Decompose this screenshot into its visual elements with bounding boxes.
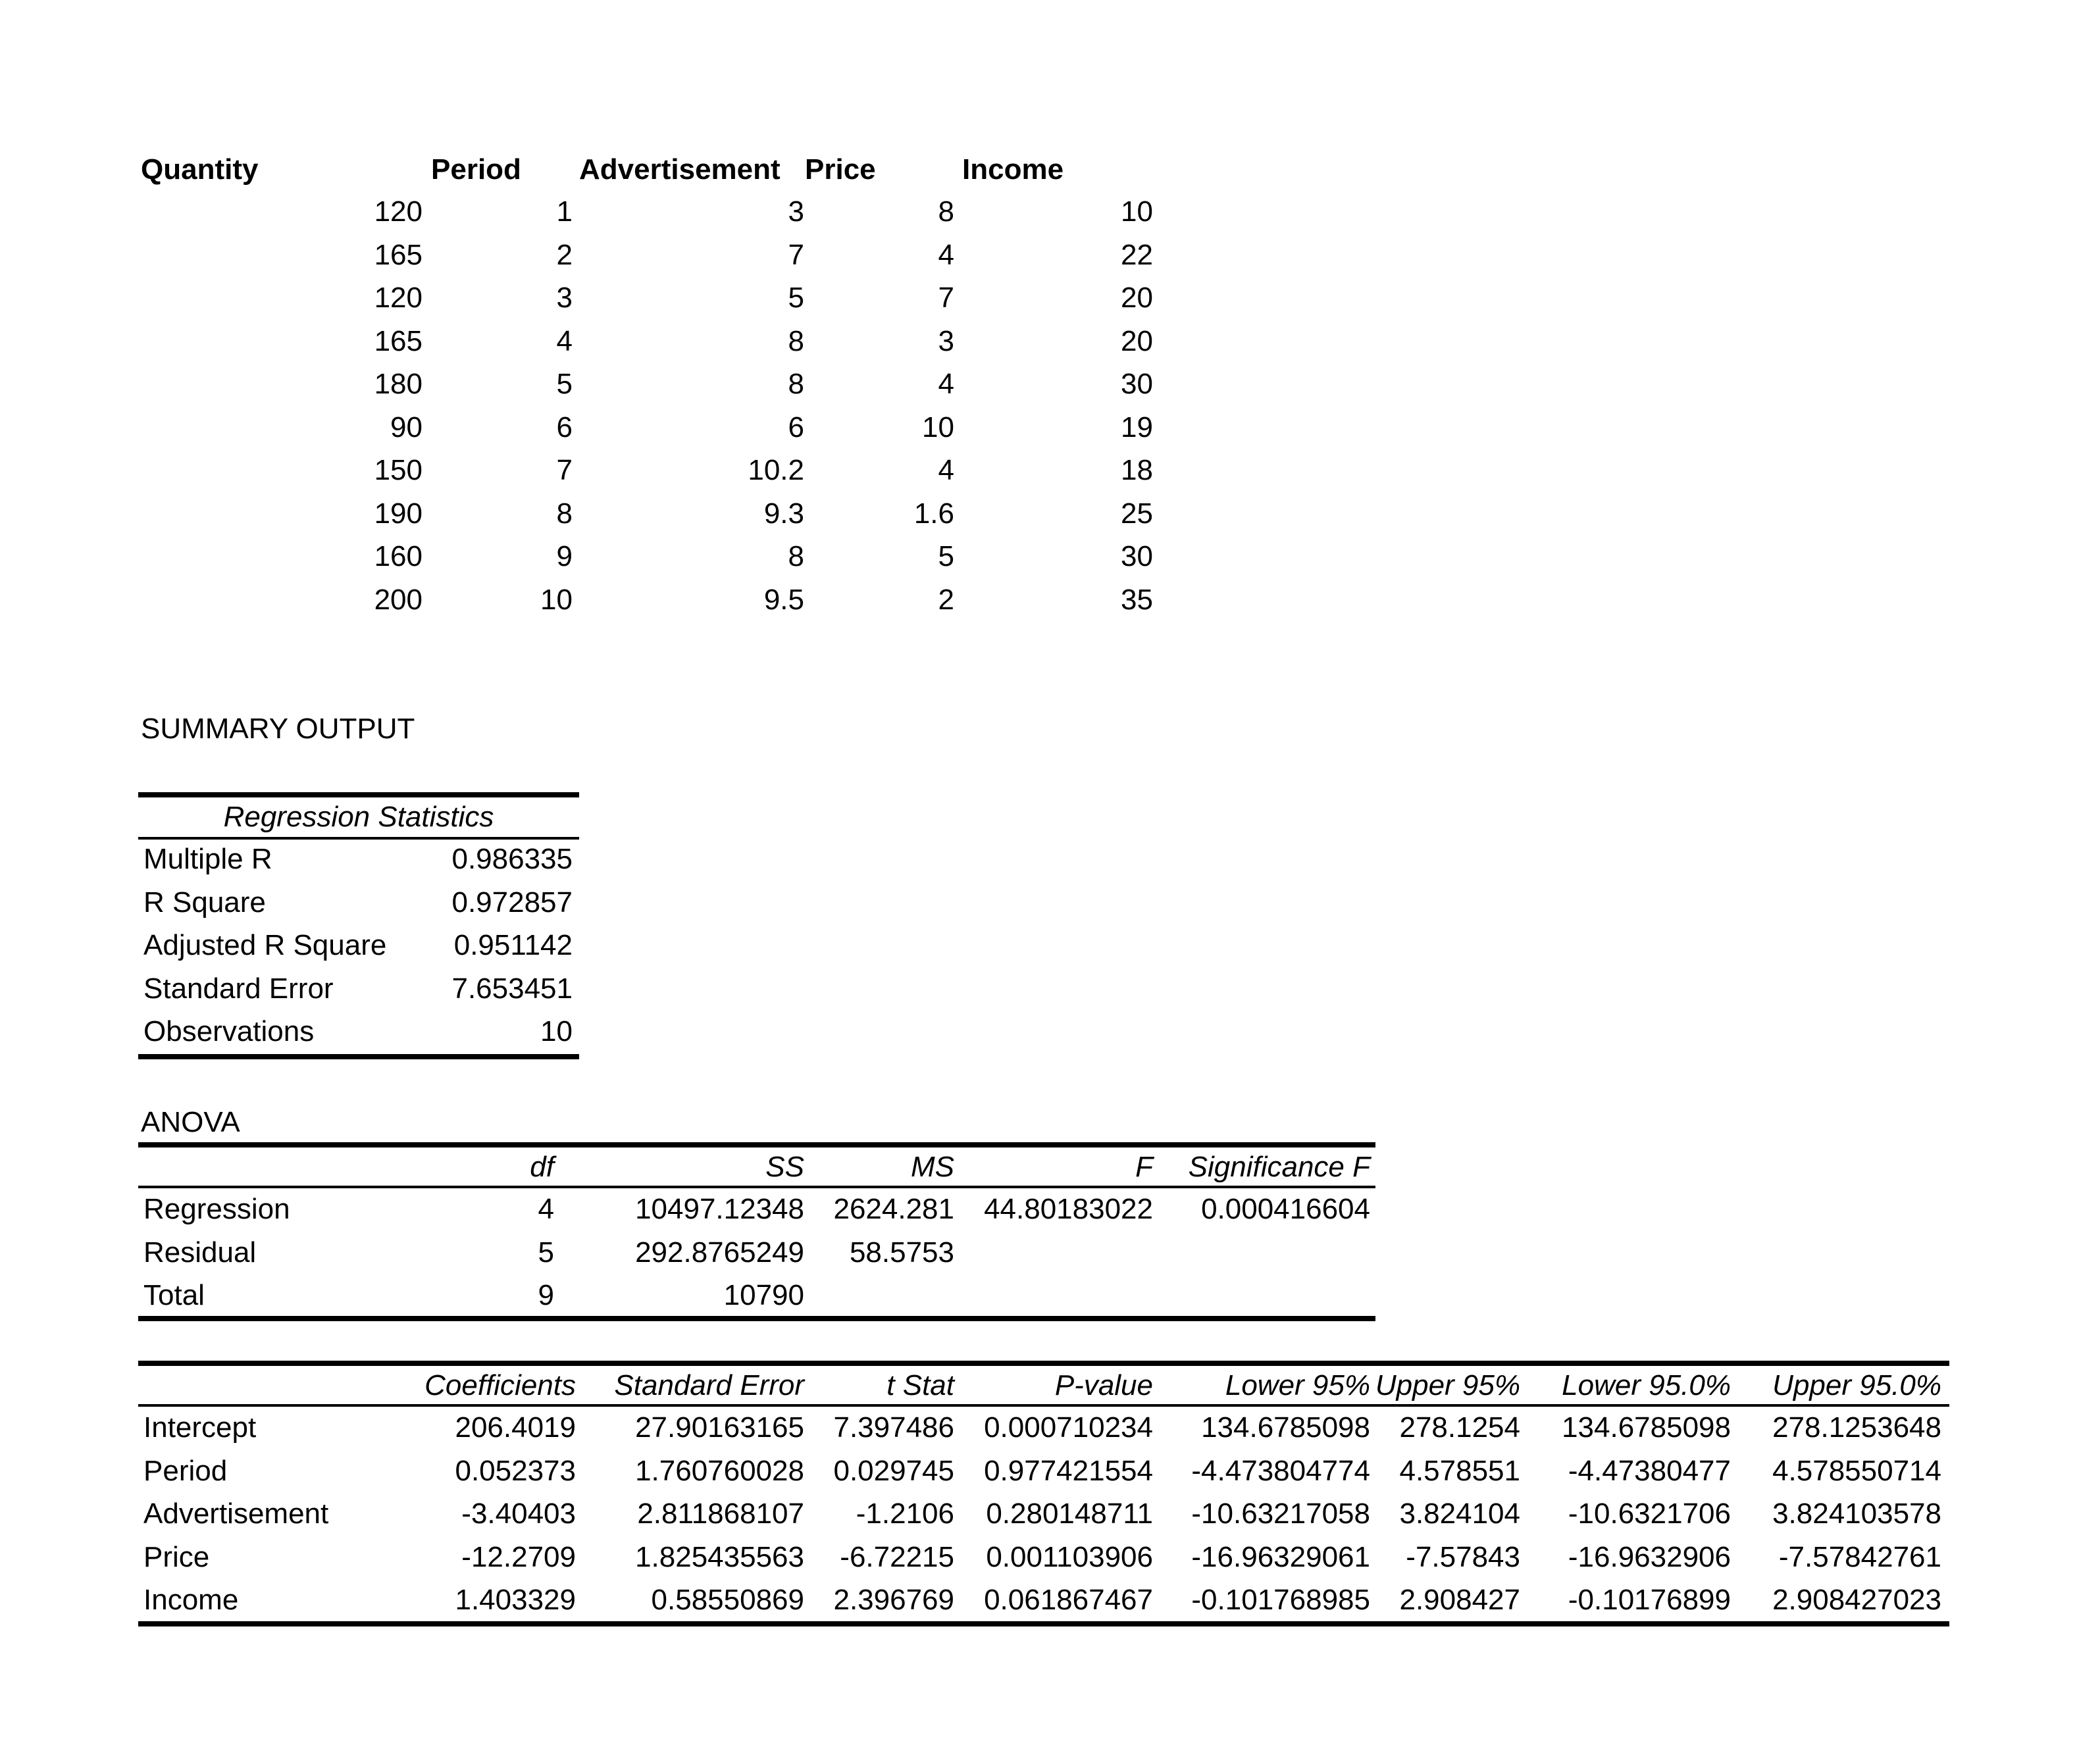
anova-header: SS	[765, 1151, 804, 1183]
anova-header: F	[1135, 1151, 1153, 1183]
input-cell: 160	[374, 540, 423, 572]
coef-cell: -10.63217058	[1191, 1498, 1370, 1530]
input-cell: 165	[374, 324, 423, 357]
coef-cell: 27.90163165	[635, 1411, 804, 1444]
coef-header: Upper 95.0%	[1772, 1369, 1941, 1401]
coef-cell: -0.10176899	[1568, 1584, 1731, 1616]
coef-header: Standard Error	[614, 1369, 804, 1401]
input-cell: 6	[788, 411, 804, 443]
regstats-label: Observations	[143, 1015, 315, 1047]
input-cell: 8	[938, 195, 954, 228]
coef-cell: 7.397486	[833, 1411, 954, 1444]
input-cell: 90	[390, 411, 423, 443]
input-cell: 10.2	[748, 454, 804, 486]
coef-row-label: Advertisement	[143, 1498, 329, 1530]
input-cell: 4	[938, 368, 954, 400]
regstats-label: Multiple R	[143, 843, 272, 875]
input-cell: 10	[540, 583, 573, 616]
coef-cell: 2.396769	[833, 1584, 954, 1616]
summary-title: SUMMARY OUTPUT	[141, 713, 415, 745]
anova-bottom-rule	[138, 1316, 1375, 1321]
coef-cell: 2.908427023	[1772, 1584, 1941, 1616]
coef-cell: 1.825435563	[635, 1540, 804, 1573]
coef-cell: 0.280148711	[986, 1498, 1153, 1530]
input-cell: 18	[1121, 454, 1153, 486]
coef-header: t Stat	[886, 1369, 954, 1401]
coef-cell: 206.4019	[455, 1411, 576, 1444]
coef-cell: 278.1254	[1399, 1411, 1520, 1444]
input-cell: 30	[1121, 368, 1153, 400]
input-cell: 7	[788, 238, 804, 271]
coef-cell: 0.58550869	[651, 1584, 804, 1616]
input-cell: 10	[922, 411, 954, 443]
regstats-label: Standard Error	[143, 972, 334, 1005]
anova-cell: 4	[538, 1193, 554, 1225]
coef-cell: 0.029745	[833, 1454, 954, 1487]
input-cell: 4	[938, 238, 954, 271]
input-cell: 190	[374, 497, 423, 530]
input-cell: 120	[374, 195, 423, 228]
input-cell: 19	[1121, 411, 1153, 443]
input-cell: 1.6	[913, 497, 954, 530]
coef-top-rule	[138, 1361, 1949, 1366]
coef-cell: 134.6785098	[1201, 1411, 1370, 1444]
coef-cell: 1.403329	[455, 1584, 576, 1616]
coef-cell: 4.578550714	[1772, 1454, 1941, 1487]
coef-cell: 0.061867467	[984, 1584, 1153, 1616]
coef-cell: -0.101768985	[1191, 1584, 1370, 1616]
input-cell: 8	[788, 324, 804, 357]
coef-row-label: Price	[143, 1540, 210, 1573]
coef-cell: 0.001103906	[986, 1540, 1153, 1573]
input-cell: 10	[1121, 195, 1153, 228]
coef-cell: 3.824103578	[1772, 1498, 1941, 1530]
anova-header: df	[530, 1151, 554, 1183]
coef-cell: -1.2106	[856, 1498, 954, 1530]
anova-row-label: Residual	[143, 1236, 257, 1269]
anova-cell: 58.5753	[849, 1236, 954, 1269]
coef-cell: 0.977421554	[984, 1454, 1153, 1487]
input-cell: 1	[556, 195, 573, 228]
input-header-advertisement: Advertisement	[579, 153, 781, 186]
anova-header: MS	[911, 1151, 954, 1183]
input-header-period: Period	[431, 153, 521, 186]
anova-header-rule	[138, 1186, 1375, 1188]
input-cell: 7	[556, 454, 573, 486]
coef-row-label: Income	[143, 1584, 239, 1616]
coef-header: Lower 95%	[1225, 1369, 1370, 1401]
coef-header: Upper 95%	[1375, 1369, 1520, 1401]
input-cell: 8	[788, 540, 804, 572]
anova-cell: 10790	[723, 1279, 804, 1311]
input-cell: 22	[1121, 238, 1153, 271]
input-header-quantity: Quantity	[141, 153, 259, 186]
input-cell: 9	[556, 540, 573, 572]
coef-row-label: Intercept	[143, 1411, 257, 1444]
input-header-price: Price	[805, 153, 876, 186]
input-cell: 2	[938, 583, 954, 616]
input-cell: 30	[1121, 540, 1153, 572]
regstats-top-rule	[138, 792, 579, 797]
input-cell: 6	[556, 411, 573, 443]
anova-row-label: Total	[143, 1279, 205, 1311]
anova-cell: 9	[538, 1279, 554, 1311]
anova-header: Significance F	[1188, 1151, 1370, 1183]
anova-cell	[1107, 1233, 1370, 1273]
input-cell: 25	[1121, 497, 1153, 530]
anova-cell: 292.8765249	[635, 1236, 804, 1269]
input-cell: 5	[788, 282, 804, 314]
anova-cell: 2624.281	[833, 1193, 954, 1225]
input-cell: 8	[556, 497, 573, 530]
input-cell: 5	[938, 540, 954, 572]
input-cell: 150	[374, 454, 423, 486]
input-cell: 35	[1121, 583, 1153, 616]
coef-cell: 278.1253648	[1772, 1411, 1941, 1444]
coef-header: Coefficients	[424, 1369, 576, 1401]
anova-title: ANOVA	[141, 1106, 240, 1138]
regstats-label: R Square	[143, 886, 266, 919]
coef-cell: -16.9632906	[1568, 1540, 1731, 1573]
coef-cell: 134.6785098	[1562, 1411, 1731, 1444]
anova-top-rule	[138, 1142, 1375, 1147]
coef-cell: -4.473804774	[1191, 1454, 1370, 1487]
regstats-value: 7.653451	[451, 972, 573, 1005]
coef-cell: -12.2709	[461, 1540, 576, 1573]
input-cell: 200	[374, 583, 423, 616]
input-cell: 5	[556, 368, 573, 400]
input-cell: 165	[374, 238, 423, 271]
anova-cell: 44.80183022	[984, 1193, 1153, 1225]
regstats-value: 0.972857	[451, 886, 573, 919]
coef-bottom-rule	[138, 1621, 1949, 1626]
coef-cell: 4.578551	[1399, 1454, 1520, 1487]
input-cell: 7	[938, 282, 954, 314]
anova-cell: 10497.12348	[635, 1193, 804, 1225]
coef-header: P-value	[1054, 1369, 1153, 1401]
input-cell: 4	[556, 324, 573, 357]
regstats-value: 0.951142	[453, 929, 573, 961]
regstats-bottom-rule	[138, 1054, 579, 1059]
coef-cell: 2.811868107	[637, 1498, 804, 1530]
input-cell: 120	[374, 282, 423, 314]
regstats-value: 0.986335	[451, 843, 573, 875]
input-cell: 20	[1121, 324, 1153, 357]
anova-cell: 0.000416604	[1201, 1193, 1370, 1225]
coef-cell: 1.760760028	[635, 1454, 804, 1487]
anova-row-label: Regression	[143, 1193, 290, 1225]
input-cell: 180	[374, 368, 423, 400]
coef-cell: -7.57842761	[1778, 1540, 1941, 1573]
input-cell: 3	[938, 324, 954, 357]
coef-cell: -7.57843	[1406, 1540, 1520, 1573]
input-cell: 8	[788, 368, 804, 400]
coef-cell: -6.72215	[840, 1540, 954, 1573]
anova-cell	[1107, 1276, 1370, 1315]
coef-row-label: Period	[143, 1454, 228, 1487]
input-cell: 9.3	[763, 497, 804, 530]
input-cell: 20	[1121, 282, 1153, 314]
coef-cell: -4.47380477	[1568, 1454, 1731, 1487]
coef-cell: 3.824104	[1399, 1498, 1520, 1530]
input-cell: 3	[788, 195, 804, 228]
anova-cell: 5	[538, 1236, 554, 1269]
coef-header-rule	[138, 1404, 1949, 1407]
coef-header: Lower 95.0%	[1562, 1369, 1731, 1401]
input-cell: 4	[938, 454, 954, 486]
regstats-header: Regression Statistics	[223, 801, 494, 833]
coef-cell: -3.40403	[461, 1498, 576, 1530]
regstats-value: 10	[540, 1015, 573, 1047]
regstats-label: Adjusted R Square	[143, 929, 387, 961]
input-cell: 9.5	[763, 583, 804, 616]
coef-cell: -16.96329061	[1191, 1540, 1370, 1573]
input-cell: 2	[556, 238, 573, 271]
coef-cell: 0.052373	[455, 1454, 576, 1487]
input-cell: 3	[556, 282, 573, 314]
input-header-income: Income	[962, 153, 1064, 186]
coef-cell: 2.908427	[1399, 1584, 1520, 1616]
coef-cell: -10.6321706	[1568, 1498, 1731, 1530]
coef-cell: 0.000710234	[984, 1411, 1153, 1444]
